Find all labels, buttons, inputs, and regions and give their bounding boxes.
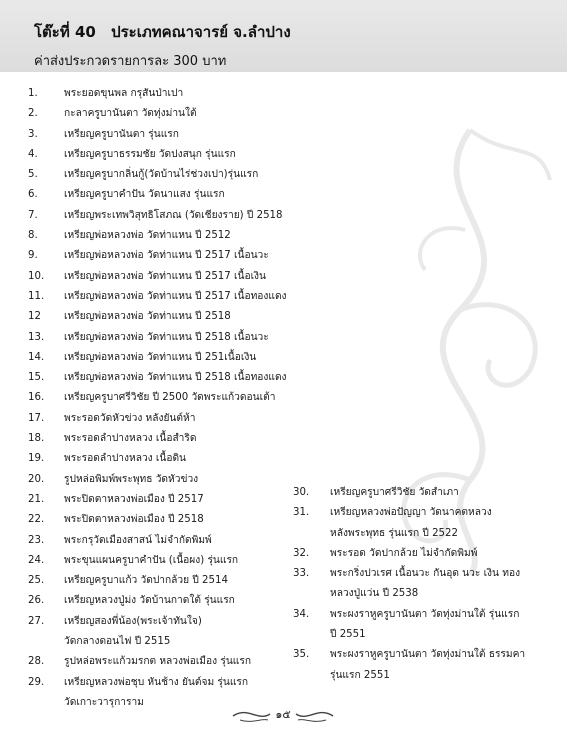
list-item: [293, 605, 555, 625]
item-number: 14.: [28, 351, 45, 363]
item-text: พระรอดวัดหัวข่วง หลังยันต์ห้า: [64, 412, 196, 424]
item-number: [28, 693, 64, 713]
item-number: 16.: [28, 392, 45, 404]
item-text: เหรียญพระเทพวิสุทธิโสภณ (วัดเชียงราย) ปี 2518: [64, 209, 283, 221]
item-text: รูปหล่อพระแก้วมรกต หลวงพ่อเมือง รุ่นแรก: [64, 656, 251, 668]
item-number: 27.: [28, 615, 45, 627]
item-number: 35.: [293, 649, 310, 661]
item-text: วัดเกาะวารุการาม: [64, 696, 144, 708]
item-text: เหรียญหลวงปู่ม่ง วัดบ้านกาดใต้ รุ่นแรก: [64, 595, 235, 607]
list-item: [28, 84, 292, 104]
item-number: 19.: [28, 453, 45, 465]
item-number: 11.: [28, 290, 45, 302]
item-number: 20.: [28, 473, 45, 485]
item-number: 26.: [28, 595, 45, 607]
fee-subtitle: ค่าส่งประกวดรายการละ 300 บาท: [34, 54, 227, 69]
item-number: 9.: [28, 250, 38, 262]
list-item-continuation: [293, 666, 555, 686]
list-item: [28, 348, 292, 368]
list-item: [28, 388, 292, 408]
list-item: [293, 544, 555, 564]
item-number: 2.: [28, 108, 38, 120]
list-item: [28, 652, 292, 672]
list-item-continuation: [293, 625, 555, 645]
list-item: [293, 503, 555, 523]
item-text: เหรียญครูบากลิ่นกู้(วัดบ้านไร่ช่วงเปา)รุ่นแรก: [64, 169, 259, 181]
list-item-continuation: [293, 584, 555, 604]
item-number: 13.: [28, 331, 45, 343]
item-text: เหรียญพ่อหลวงพ่อ วัดท่าแหน ปี 251เนื้อเงิน: [64, 351, 257, 363]
item-number: [293, 625, 330, 645]
list-item: [28, 104, 292, 124]
category-title: ประเภทคณาจารย์ จ.ลำปาง: [111, 23, 291, 41]
item-text: พระกรุวัดเมืองสาสน์ ไม่จำกัดพิมพ์: [64, 534, 212, 546]
list-item: [293, 645, 555, 665]
item-number: [293, 666, 330, 686]
page-number: ๑๕: [275, 708, 291, 721]
item-number: 12: [28, 311, 41, 323]
item-number: [28, 632, 64, 652]
item-text: รุ่นแรก 2551: [330, 669, 390, 681]
list-item: [293, 483, 555, 503]
list-item: [28, 470, 292, 490]
item-text: พระรอดลำปางหลวง เนื้อสำริด: [64, 433, 197, 445]
item-text: รูปหล่อพิมพ์พระพุทธ วัดหัวข่วง: [64, 473, 199, 485]
item-number: 5.: [28, 169, 38, 181]
item-text: เหรียญสองพี่น้อง(พระเจ้าทันใจ): [64, 615, 202, 627]
list-item: [28, 287, 292, 307]
list-item-continuation: [28, 632, 292, 652]
list-item: [28, 612, 292, 632]
item-number: 34.: [293, 608, 310, 620]
page-title: [34, 20, 291, 44]
item-text: พระปิดตาหลวงพ่อเมือง ปี 2518: [64, 514, 204, 526]
list-item: [28, 307, 292, 327]
item-text: พระรอด วัดปากล้วย ไม่จำกัดพิมพ์: [330, 547, 478, 559]
item-number: 30.: [293, 487, 310, 498]
item-number: 29.: [28, 676, 45, 688]
entry-list-left: [28, 84, 292, 713]
item-number: 22.: [28, 514, 45, 526]
item-text: เหรียญพ่อหลวงพ่อ วัดท่าแหน ปี 2518 เนื้อทองแดง: [64, 372, 287, 384]
list-item: [28, 531, 292, 551]
item-text: พระยอดขุนพล กรุสันป่าเปา: [64, 88, 184, 99]
page-footer: [228, 702, 338, 726]
item-text: เหรียญพ่อหลวงพ่อ วัดท่าแหน ปี 2517 เนื้อนวะ: [64, 250, 269, 262]
item-number: 18.: [28, 433, 45, 445]
list-item: [28, 510, 292, 530]
item-number: 31.: [293, 507, 310, 519]
item-number: 24.: [28, 554, 45, 566]
item-text: กะลาครูบานันตา วัดทุ่งม่านใต้: [64, 108, 197, 120]
list-item: [293, 564, 555, 584]
item-number: 8.: [28, 230, 38, 242]
list-item: [28, 571, 292, 591]
list-item: [28, 267, 292, 287]
item-text: พระปิดตาหลวงพ่อเมือง ปี 2517: [64, 493, 204, 505]
list-item: [28, 368, 292, 388]
item-number: 10.: [28, 270, 45, 282]
item-number: 28.: [28, 656, 45, 668]
list-item: [28, 429, 292, 449]
item-text: เหรียญพ่อหลวงพ่อ วัดท่าแหน ปี 2518 เนื้อนวะ: [64, 331, 269, 343]
entry-list-right: [293, 483, 555, 686]
list-item: [28, 226, 292, 246]
item-text: เหรียญหลวงพ่อชุบ หันช้าง ยันต์จม รุ่นแรก: [64, 676, 249, 688]
item-number: 6.: [28, 189, 38, 201]
list-item: [28, 490, 292, 510]
header-band: [0, 0, 567, 72]
list-item: [28, 206, 292, 226]
list-item: [28, 185, 292, 205]
item-text: พระขุนแผนครูบาคำปัน (เนื้อผง) รุ่นแรก: [64, 554, 239, 566]
item-text: เหรียญครูบาศรีวิชัย วัดสำเภา: [330, 487, 459, 498]
item-text: เหรียญหลวงพ่อปัญญา วัดนาคตหลวง: [330, 507, 492, 519]
list-item: [28, 591, 292, 611]
item-text: หลังพระพุทธ รุ่นแรก ปี 2522: [330, 527, 458, 539]
item-number: 7.: [28, 209, 38, 221]
item-number: 32.: [293, 547, 310, 559]
item-text: วัดกลางดอนไฟ ปี 2515: [64, 636, 171, 648]
item-number: 25.: [28, 575, 45, 587]
item-number: 1.: [28, 88, 38, 99]
item-text: เหรียญครูบานันตา รุ่นแรก: [64, 128, 179, 140]
item-text: เหรียญครูบาแก้ว วัดปากล้วย ปี 2514: [64, 575, 228, 587]
list-item: [28, 449, 292, 469]
item-text: เหรียญครูบาศรีวิชัย ปี 2500 วัดพระแก้วดอนเต้า: [64, 392, 276, 404]
list-item: [28, 165, 292, 185]
list-item: [28, 673, 292, 693]
item-text: เหรียญพ่อหลวงพ่อ วัดท่าแหน ปี 2512: [64, 230, 231, 242]
item-number: 21.: [28, 493, 45, 505]
item-text: หลวงปู่แว่น ปี 2538: [330, 588, 419, 600]
item-text: พระผงราหูครูบานันตา วัดทุ่งม่านใต้ ธรรมคา: [330, 649, 526, 661]
item-text: เหรียญครูบาคำปัน วัดนาแสง รุ่นแรก: [64, 189, 225, 201]
item-number: 15.: [28, 372, 45, 384]
table-number: โต๊ะที่ 40: [34, 23, 96, 41]
list-item: [28, 551, 292, 571]
list-item: [28, 145, 292, 165]
item-number: 4.: [28, 148, 38, 160]
item-text: พระกริ่งปวเรศ เนื้อนวะ กันอุด นวะ เงิน ทอง: [330, 568, 521, 580]
item-text: เหรียญครูบาธรรมชัย วัดปงสนุก รุ่นแรก: [64, 148, 236, 160]
item-text: พระรอดลำปางหลวง เนื้อดิน: [64, 453, 187, 465]
list-item: [28, 328, 292, 348]
list-item-continuation: [293, 524, 555, 544]
item-number: 23.: [28, 534, 45, 546]
item-number: 33.: [293, 568, 310, 580]
item-text: เหรียญพ่อหลวงพ่อ วัดท่าแหน ปี 2517 เนื้อทองแดง: [64, 290, 287, 302]
item-number: 3.: [28, 128, 38, 140]
list-item: [28, 246, 292, 266]
item-text: พระผงราหูครูบานันตา วัดทุ่งม่านใต้ รุ่นแรก: [330, 608, 520, 620]
item-number: 17.: [28, 412, 45, 424]
item-number: [293, 524, 330, 544]
item-number: [293, 584, 330, 604]
item-text: เหรียญพ่อหลวงพ่อ วัดท่าแหน ปี 2517 เนื้อเงิน: [64, 270, 266, 282]
list-item: [28, 409, 292, 429]
item-text: ปี 2551: [330, 629, 366, 641]
item-text: เหรียญพ่อหลวงพ่อ วัดท่าแหน ปี 2518: [64, 311, 231, 323]
list-item: [28, 125, 292, 145]
